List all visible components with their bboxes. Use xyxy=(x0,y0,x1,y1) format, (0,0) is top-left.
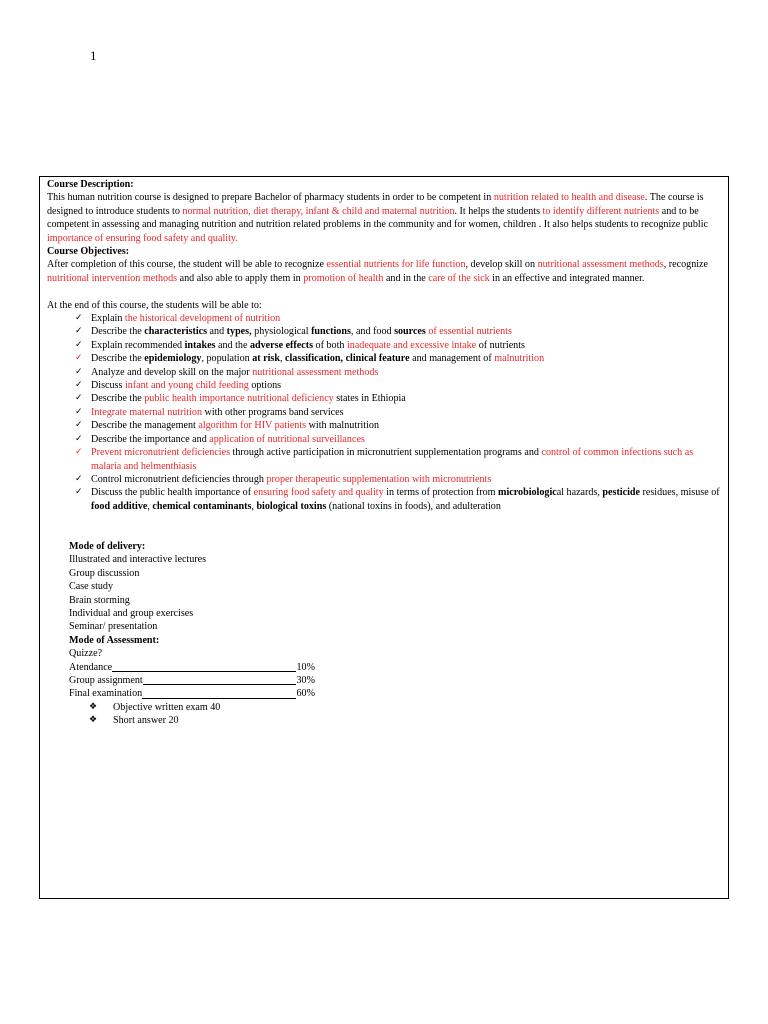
mode-of-assessment-heading: Mode of Assessment: xyxy=(69,634,160,646)
text-run: and the xyxy=(215,339,250,351)
text-run: and in the xyxy=(383,272,429,284)
bold-text: at risk xyxy=(252,353,280,365)
objective-item xyxy=(75,366,721,379)
fill-line xyxy=(142,698,296,699)
highlighted-text: importance of ensuring food safety and quality. xyxy=(47,232,238,244)
delivery-item: Individual and group exercises xyxy=(69,607,194,619)
text-run: Describe the importance and xyxy=(91,433,210,445)
highlighted-text: Prevent micronutrient deficiencies xyxy=(91,447,231,459)
highlighted-text: nutrition related to health and disease xyxy=(493,192,645,204)
exam-sub-list xyxy=(69,701,721,728)
fill-line xyxy=(143,684,297,685)
assessment-weight: 60% xyxy=(296,688,315,700)
page-number: 1 xyxy=(90,48,97,63)
text-run: of both xyxy=(313,339,347,351)
objective-item xyxy=(75,352,721,365)
text-run: , recognize xyxy=(663,259,709,271)
exam-sub-item: ❖ Objective written exam 40 xyxy=(89,701,721,714)
assessment-label: Group assignment xyxy=(69,674,143,686)
objective-item xyxy=(75,419,721,432)
fill-line xyxy=(112,671,296,672)
highlighted-text: to identify different nutrients xyxy=(542,205,660,217)
delivery-item: Case study xyxy=(69,581,114,593)
objective-item xyxy=(75,312,721,325)
text-run: Explain recommended xyxy=(91,339,185,351)
assessment-weight: 10% xyxy=(296,661,315,673)
course-description-text xyxy=(47,191,721,245)
text-run: Discuss the public health importance of xyxy=(91,487,254,499)
highlighted-text: ensuring food safety and quality xyxy=(253,487,384,499)
bold-text: sources xyxy=(394,326,426,338)
objectives-intro: At the end of this course, the students will be able to: xyxy=(47,299,262,311)
highlighted-text: nutritional assessment methods xyxy=(537,259,664,271)
highlighted-text: care of the sick xyxy=(428,272,490,284)
text-run: Analyze and develop skill on the major xyxy=(91,366,253,378)
bold-text: characteristics xyxy=(144,326,208,338)
text-run: and to be competent in assessing and managing nutrition and nutrition related problems in the community and for women, children . It also helps students to recognize public xyxy=(47,205,708,231)
bold-text: classification, clinical feature xyxy=(285,353,410,365)
highlighted-text: Integrate maternal nutrition xyxy=(91,406,202,418)
objective-item xyxy=(75,473,721,486)
delivery-list xyxy=(69,553,721,633)
text-run: Control micronutrient deficiencies through xyxy=(91,473,267,485)
objective-item xyxy=(75,392,721,405)
text-run: , develop skill on xyxy=(465,259,538,271)
text-run: This human nutrition course is designed to prepare Bachelor of pharmacy students in order to be competent in xyxy=(47,192,494,204)
highlighted-text: public health importance nutritional deficiency xyxy=(144,393,334,405)
quiz-line: Quizze? xyxy=(69,648,103,660)
exam-sub-item: ❖ Short answer 20 xyxy=(89,714,721,727)
highlighted-text: proper therapeutic supplementation with micronutrients xyxy=(266,473,492,485)
text-run: After completion of this course, the student will be able to recognize xyxy=(47,259,327,271)
text-run: . The course is designed to introduce students to xyxy=(47,192,704,217)
assessment-label: Final examination xyxy=(69,688,143,700)
text-run: , population xyxy=(201,353,253,365)
objective-item xyxy=(75,379,721,392)
assessment-rows xyxy=(69,661,721,701)
text-run: through active participation in micronutrient supplementation programs and xyxy=(230,447,542,459)
text-run: al hazards, xyxy=(556,487,603,499)
delivery-item: Group discussion xyxy=(69,567,140,579)
highlighted-text: normal nutrition, diet therapy, infant & child and maternal nutrition xyxy=(182,205,455,217)
bold-text: chemical contaminants xyxy=(152,500,252,512)
highlighted-text: control of common infections such as malaria and helmenthiasis xyxy=(91,447,694,472)
text-run: in an effective and integrated manner. xyxy=(489,272,645,284)
delivery-item: Illustrated and interactive lectures xyxy=(69,554,207,566)
text-run: and also able to apply them in xyxy=(177,272,304,284)
highlighted-text: application of nutritional surveillances xyxy=(209,433,365,445)
text-run: , xyxy=(147,500,153,512)
mode-of-delivery-heading: Mode of delivery: xyxy=(69,540,146,552)
text-run: with malnutrition xyxy=(306,420,379,432)
highlighted-text: promotion of health xyxy=(303,272,384,284)
text-run: and xyxy=(207,326,227,338)
text-run: states in Ethiopia xyxy=(333,393,406,405)
highlighted-text: inadequate and excessive intake xyxy=(346,339,477,351)
highlighted-text: nutritional assessment methods xyxy=(252,366,379,378)
bold-text: pesticide xyxy=(602,487,640,499)
text-run: . It helps the students xyxy=(454,205,543,217)
delivery-item: Brain storming xyxy=(69,594,130,606)
bold-text: adverse effects xyxy=(249,339,314,351)
bold-text: epidemiology xyxy=(144,353,202,365)
objective-item xyxy=(75,446,721,473)
highlighted-text: infant and young child feeding xyxy=(124,380,249,392)
text-run: Explain xyxy=(91,313,125,325)
bold-text: functions xyxy=(311,326,351,338)
bold-text: food additive xyxy=(91,500,148,512)
text-run: of nutrients xyxy=(476,339,525,351)
bold-text: types, xyxy=(226,326,252,338)
text-run: and management of xyxy=(409,353,495,365)
delivery-assessment-section xyxy=(47,540,721,728)
course-objectives-heading: Course Objectives: xyxy=(47,246,130,258)
objective-item xyxy=(75,486,721,513)
bold-text: intakes xyxy=(184,339,216,351)
assessment-row xyxy=(69,661,315,674)
text-run: , and food xyxy=(350,326,395,338)
course-info-box xyxy=(39,176,729,899)
text-run: residues, misuse of xyxy=(640,487,720,499)
bold-text: biological toxins xyxy=(256,500,327,512)
objective-item xyxy=(75,406,721,419)
delivery-item: Seminar/ presentation xyxy=(69,621,158,633)
text-run: physiological xyxy=(251,326,312,338)
highlighted-text: algorithm for HIV patients xyxy=(198,420,307,432)
assessment-weight: 30% xyxy=(296,674,315,686)
text-run: , xyxy=(251,500,257,512)
objective-list xyxy=(47,312,721,513)
objective-item xyxy=(75,325,721,338)
course-objectives-text xyxy=(47,258,721,285)
text-run: with other programs band services xyxy=(202,406,344,418)
course-description-heading: Course Description: xyxy=(47,179,134,190)
objective-item xyxy=(75,433,721,446)
text-run: Discuss xyxy=(91,380,125,392)
highlighted-text: nutritional intervention methods xyxy=(47,272,178,284)
text-run: options xyxy=(248,380,282,392)
bold-text: microbiologic xyxy=(498,487,557,499)
text-run: Describe the xyxy=(91,326,145,338)
text-run: , xyxy=(279,353,286,365)
text-run: Describe the management xyxy=(91,420,199,432)
text-run: in terms of protection from xyxy=(383,487,499,499)
assessment-label: Atendance xyxy=(69,661,113,673)
highlighted-text: of essential nutrients xyxy=(425,326,512,338)
text-run: Describe the xyxy=(91,393,145,405)
text-run: (national toxins in foods), and adulteration xyxy=(326,500,501,512)
objective-item xyxy=(75,339,721,352)
highlighted-text: essential nutrients for life function xyxy=(326,259,466,271)
highlighted-text: the historical development of nutrition xyxy=(124,313,281,325)
highlighted-text: malnutrition xyxy=(494,353,545,365)
assessment-row xyxy=(69,687,315,700)
text-run: Describe the xyxy=(91,353,145,365)
assessment-row xyxy=(69,674,315,687)
